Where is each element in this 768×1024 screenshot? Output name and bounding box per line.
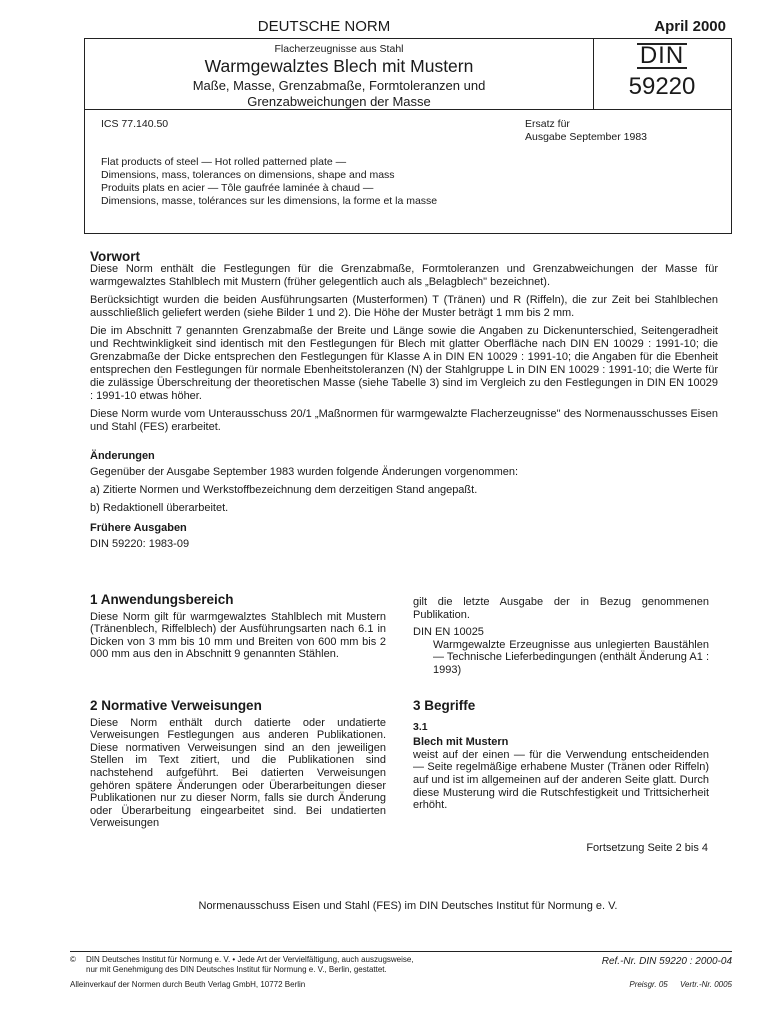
section-normative-references <box>90 700 386 835</box>
copyright-line: nur mit Genehmigung des DIN Deutsches Institut für Normung e. V., Berlin, gestattet. <box>86 965 387 974</box>
previous-editions-section <box>90 522 718 556</box>
english-title-1: Flat products of steel — Hot rolled patterned plate — <box>101 156 347 168</box>
french-title-2: Dimensions, masse, tolérances sur les dimensions, la forme et la masse <box>101 195 438 207</box>
title-subtitle-1: Maße, Masse, Grenzabmaße, Formtoleranzen und <box>192 78 486 93</box>
previous-editions-text: DIN 59220: 1983-09 <box>90 538 190 550</box>
scope-heading: 1 Anwendungsbereich <box>90 592 234 607</box>
ics-code: ICS 77.140.50 <box>101 118 169 130</box>
title-category: Flacherzeugnisse aus Stahl <box>274 43 404 55</box>
meta-box <box>84 110 732 234</box>
changes-heading: Änderungen <box>90 450 155 462</box>
changes-section <box>90 450 718 520</box>
title-block <box>85 39 594 109</box>
references-continuation-text: gilt die letzte Ausgabe der in Bezug genommenen Publikation. <box>413 596 709 621</box>
price-info <box>629 980 732 989</box>
replacement-edition: Ausgabe September 1983 <box>525 131 648 143</box>
reference-number: Ref.-Nr. DIN 59220 : 2000-04 <box>601 956 732 967</box>
previous-editions-heading: Frühere Ausgaben <box>90 522 187 534</box>
title-box <box>84 38 732 110</box>
reference-id: DIN EN 10025 <box>413 626 484 639</box>
copyright-line: DIN Deutsches Institut für Normung e. V. • Jede Art der Vervielfältigung, auch auszugsweise, <box>86 955 414 964</box>
section-terms <box>413 700 709 817</box>
document-header <box>84 16 732 38</box>
changes-item: b) Redaktionell überarbeitet. <box>90 502 229 514</box>
institute-line: Normenausschuss Eisen und Stahl (FES) im DIN Deutsches Institut für Normung e. V. <box>198 900 618 912</box>
foreword-section <box>90 250 718 439</box>
normative-references-heading: 2 Normative Verweisungen <box>90 698 262 713</box>
din-logo: DIN <box>637 43 687 69</box>
french-title-1: Produits plats en acier — Tôle gaufrée laminée à chaud — <box>101 182 374 194</box>
din-number-box <box>593 39 731 109</box>
english-title-2: Dimensions, mass, tolerances on dimensions, shape and mass <box>101 169 395 181</box>
din-number: 59220 <box>628 73 696 100</box>
foreword-paragraph: Diese Norm enthält die Festlegungen für die Grenzabmaße, Formtoleranzen und Grenzabweichungen der Masse für warmgewalztes Stahlblech mit Mustern (früher gelegentlich auch als „Belagblech" bezeichnet). <box>90 263 718 288</box>
changes-item: a) Zitierte Normen und Werkstoffbezeichnung dem derzeitigen Stand angepaßt. <box>90 484 478 496</box>
terms-heading: 3 Begriffe <box>413 698 476 713</box>
continuation-note: Fortsetzung Seite 2 bis 4 <box>586 842 708 854</box>
normative-references-text: Diese Norm enthält durch datierte oder undatierte Verweisungen Festlegungen aus anderen Publikationen. Diese normativen Verweisungen sind an den jeweiligen Stellen im Text zitiert, und die Publikationen sind nachstehend aufgeführt. Bei datierten Verweisungen gehören spätere Änderungen oder Überarbeitungen dieser Publikationen nur zu dieser Norm, falls sie durch Änderung oder Überarbeitung eingearbeitet sind. Bei undatierten Verweisungen <box>90 716 386 830</box>
foreword-heading: Vorwort <box>90 249 140 264</box>
copyright-icon: © <box>70 955 76 964</box>
reference-description: Warmgewalzte Erzeugnisse aus unlegierten Baustählen — Technische Lieferbedingungen (enthält Änderung A1 : 1993) <box>433 638 709 676</box>
term-definition: weist auf der einen — für die Verwendung entscheidenden — Seite regelmäßige erhabene Muster (Tränen oder Riffeln) auf und ist im allgemeinen auf der anderen Seite glatt. Durch diese Musterung wird die Rutschfestigkeit und Trittsicherheit erhöht. <box>413 748 709 812</box>
price-group: Preisgr. 05 <box>629 980 668 989</box>
title-subtitle-2: Grenzabweichungen der Masse <box>247 94 431 109</box>
changes-intro: Gegenüber der Ausgabe September 1983 wurden folgende Änderungen vorgenommen: <box>90 466 519 478</box>
foreword-paragraph: Berücksichtigt wurden die beiden Ausführungsarten (Musterformen) T (Tränen) und R (Riffeln), die zur Zeit bei Stahlblechen ausschließlich geliefert werden (siehe Bilder 1 und 2). Die Höhe der Muster beträgt 1 mm bis 2 mm. <box>90 294 718 319</box>
issue-date: April 2000 <box>654 18 726 35</box>
sales-note: Alleinverkauf der Normen durch Beuth Verlag GmbH, 10772 Berlin <box>70 980 306 989</box>
footer-divider <box>70 951 732 952</box>
section-scope <box>90 594 386 666</box>
translated-titles <box>101 156 437 208</box>
references-continuation <box>413 596 709 677</box>
term-name: Blech mit Mustern <box>413 736 509 749</box>
scope-text: Diese Norm gilt für warmgewalztes Stahlblech mit Mustern (Tränenblech, Riffelblech) der Ausführungsarten nach 6.1 in Dicken von 3 mm bis 10 mm und Breiten von 600 mm bis 2 000 mm aus den in Abschnitt 9 genannten Stählen. <box>90 610 386 661</box>
replacement-label: Ersatz für <box>525 118 570 130</box>
title-main: Warmgewalztes Blech mit Mustern <box>204 56 474 76</box>
foreword-paragraph: Die im Abschnitt 7 genannten Grenzabmaße der Breite und Länge sowie die Angaben zu Dickenunterschied, Seitengeradheit und Rechtwinkligkeit sind identisch mit den Festlegungen für Blech mit glatter Oberfläche nach DIN EN 10029 : 1991-10; die Grenzabmaße der Dicke entsprechen den Festlegungen für Klasse A in DIN EN 10029 : 1991-10; die Angaben für die Ebenheit entsprechen den Festlegungen für normale Ebenheitstoleranzen (N) der Stahlgruppe L in DIN EN 10029 : 1991-10; die Werte für die zulässige Überschreitung der theoretischen Masse (siehe Tabelle 3) sind im Vergleich zu den Festlegungen in DIN EN 10029 : 1991-10 etwas höher. <box>90 325 718 402</box>
copyright-notice <box>70 955 490 975</box>
distribution-number: Vertr.-Nr. 0005 <box>679 980 732 989</box>
term-number: 3.1 <box>413 720 428 733</box>
replacement-note <box>525 118 647 144</box>
foreword-paragraph: Diese Norm wurde vom Unterausschuss 20/1 „Maßnormen für warmgewalzte Flacherzeugnisse" des Normenausschusses Eisen und Stahl (FES) erarbeitet. <box>90 408 718 433</box>
norm-label: DEUTSCHE NORM <box>257 18 391 35</box>
